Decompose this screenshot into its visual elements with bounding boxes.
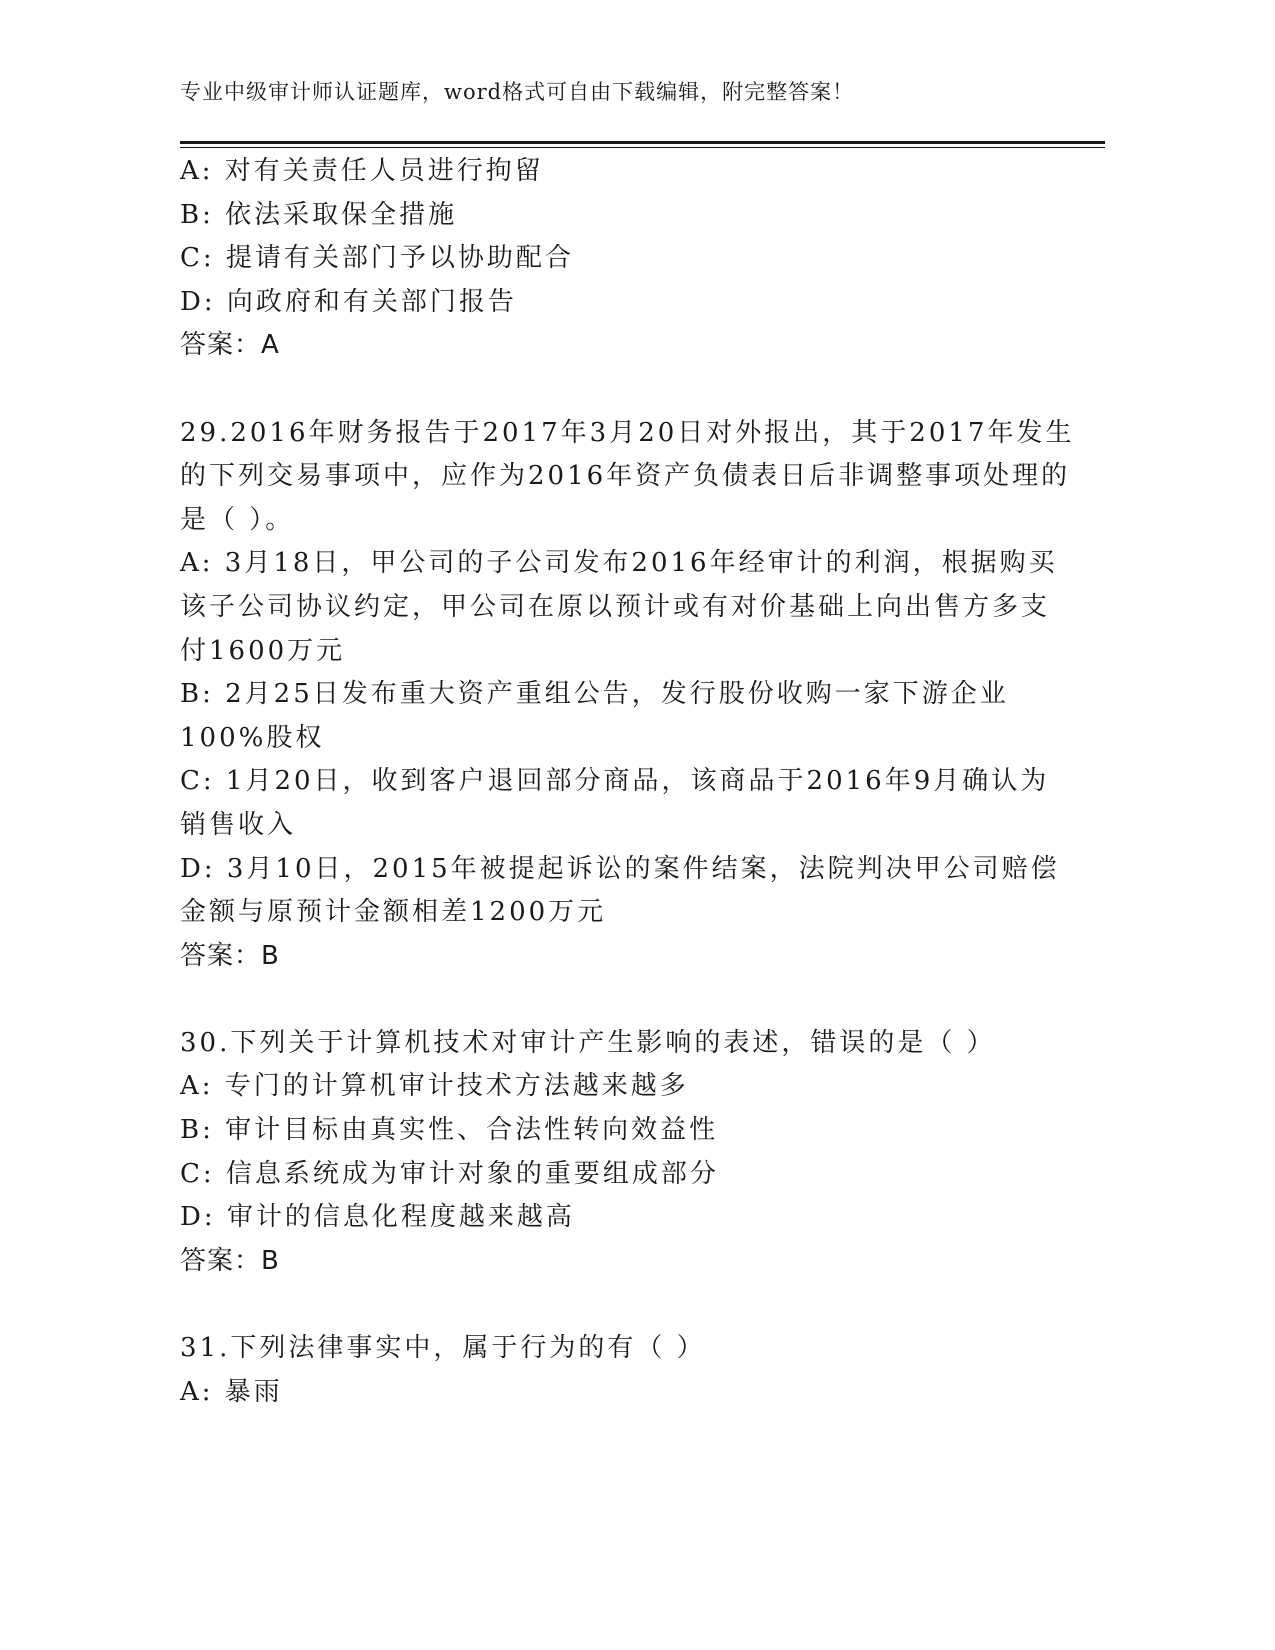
q29-answer: 答案：B [180,940,280,971]
option-b: B: 依法采取保全措施 [180,199,458,230]
option-d: D: 向政府和有关部门报告 [180,286,517,317]
option-c: C: 提请有关部门予以协助配合 [180,243,574,274]
q31-option-a: A: 暴雨 [180,1376,283,1407]
q29-option-line: 金额与原预计金额相差1200万元 [180,897,607,928]
q30-answer: 答案：B [180,1245,280,1276]
q30-stem: 30.下列关于计算机技术对审计产生影响的表述，错误的是（ ） [180,1027,996,1058]
q29-option-line: 销售收入 [180,809,297,840]
spacer [180,368,1050,412]
q30-option-b: B: 审计目标由真实性、合法性转向效益性 [180,1115,719,1146]
q31-stem: 31.下列法律事实中，属于行为的有（ ） [180,1333,706,1364]
page-header: 专业中级审计师认证题库，word格式可自由下载编辑，附完整答案！ [180,80,855,104]
answer-line: 答案：A [180,330,280,361]
q29-option-line: C: 1月20日，收到客户退回部分商品，该商品于2016年9月确认为 [180,766,1050,797]
spacer [180,978,1050,1022]
q30-option-a: A: 专门的计算机审计技术方法越来越多 [180,1071,689,1102]
header-rule-thick [180,141,1105,144]
q29-option-line: A: 3月18日，甲公司的子公司发布2016年经审计的利润，根据购买 [180,548,1058,579]
question-content [180,150,1075,1414]
q29-option-line: 100%股权 [180,722,325,753]
spacer [180,1283,1050,1327]
header-rule-thin [180,147,1105,148]
q29-option-line: D: 3月10日，2015年被提起诉讼的案件结案，法院判决甲公司赔偿 [180,853,1060,884]
q29-stem-line: 29.2016年财务报告于2017年3月20日对外报出，其于2017年发生 [180,417,1075,448]
q29-option-line: 该子公司协议约定，甲公司在原以预计或有对价基础上向出售方多支 [180,591,1051,622]
q29-option-line: 付1600万元 [180,635,346,666]
option-a: A: 对有关责任人员进行拘留 [180,156,544,186]
q30-option-d: D: 审计的信息化程度越来越高 [180,1202,575,1233]
q29-stem-line: 的下列交易事项中，应作为2016年资产负债表日后非调整事项处理的 [180,461,1071,492]
q30-option-c: C: 信息系统成为审计对象的重要组成部分 [180,1158,719,1189]
q29-option-line: B: 2月25日发布重大资产重组公告，发行股份收购一家下游企业 [180,679,1009,710]
q29-stem-line: 是（ ）。 [180,504,295,535]
